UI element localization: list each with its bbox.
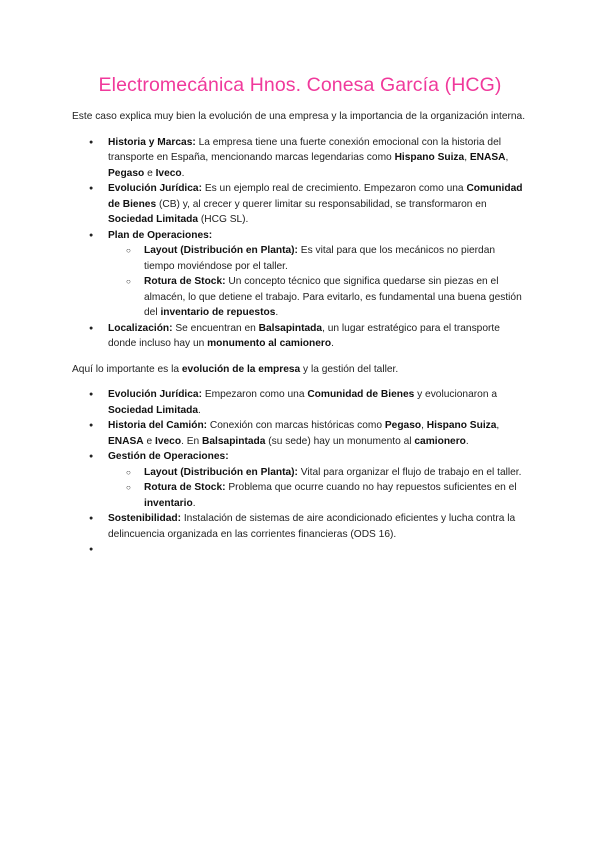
item-text: ,: [505, 152, 509, 163]
item-text: .: [181, 167, 185, 179]
item-text: .: [331, 338, 334, 349]
item-bold: ENASA: [108, 435, 144, 447]
item-label: Historia y Marcas:: [108, 136, 196, 148]
item-bold: inventario: [144, 497, 193, 509]
item-bold: Sociedad Limitada: [108, 214, 199, 225]
item-bold: Pegaso: [108, 167, 145, 179]
list-item-sostenibilidad: [72, 511, 528, 542]
list-item-evolucion-juridica-2: [72, 387, 528, 418]
item-label: Layout (Distribución en Planta):: [144, 245, 298, 256]
item-text: ,: [464, 152, 470, 163]
item-text: , un lugar estratégico para el transporte donde incluso hay un: [108, 322, 500, 349]
summary-paragraph: [72, 362, 528, 378]
sub-item-layout: [108, 465, 528, 481]
item-text: (su sede) hay un monumento al: [265, 435, 415, 447]
item-text: .: [465, 435, 469, 447]
item-bold: Hispano Suiza: [394, 152, 465, 163]
item-label: Sostenibilidad:: [108, 513, 182, 524]
sub-list: [108, 465, 528, 512]
item-bold: Comunidad de Bienes: [108, 183, 523, 210]
sub-item-rotura-stock: [108, 480, 528, 511]
item-bold: Pegaso: [384, 420, 422, 431]
document-title: Electromecánica Hnos. Conesa García (HCG): [98, 74, 502, 96]
item-bold: Comunidad de Bienes: [307, 389, 415, 400]
list-item-localizacion: [72, 321, 528, 352]
item-label: Historia del Camión:: [108, 420, 208, 431]
item-bold: Iveco: [155, 435, 182, 447]
list-item-historia-camion: [72, 418, 528, 449]
item-text: (CB) y, al crecer y querer limitar su responsabilidad, se transformaron en: [156, 198, 487, 210]
item-bold: monumento al camionero: [207, 338, 332, 349]
item-label: Evolución Jurídica:: [108, 389, 202, 400]
para-bold: evolución de la empresa: [181, 363, 301, 375]
item-label: Rotura de Stock:: [144, 482, 226, 493]
item-bold: inventario de repuestos: [160, 307, 276, 318]
item-bold: Iveco: [155, 167, 182, 179]
item-text: y evolucionaron a: [414, 389, 497, 400]
item-text: Empezaron como una: [201, 389, 308, 400]
para-text: y la gestión del taller.: [300, 363, 399, 375]
para-text: Aquí lo importante es la: [72, 363, 182, 375]
list-item-gestion-operaciones: [72, 449, 528, 511]
item-text: ,: [421, 420, 427, 431]
item-text: Vital para organizar el flujo de trabajo en el taller.: [297, 466, 522, 478]
item-bold: Balsapintada: [202, 435, 266, 447]
item-label: Rotura de Stock:: [144, 276, 226, 287]
item-text: Un concepto técnico que significa quedarse sin piezas en el almacén, lo que detiene el trabajo. Para evitarlo, es fundamental una buena gestión del: [144, 276, 522, 318]
list-item-plan-operaciones: [72, 228, 528, 321]
item-text: La empresa tiene una fuerte conexión emocional con la historia del transporte en España, mencionando marcas legendarias como: [108, 136, 502, 163]
item-text: Conexión con marcas históricas como: [207, 420, 385, 431]
item-label: Localización:: [108, 322, 173, 334]
item-text: (HCG SL).: [198, 214, 249, 225]
item-text: Es vital para que los mecánicos no pierdan tiempo moviéndose por el taller.: [144, 245, 496, 272]
bullet-list-2: [72, 387, 528, 558]
item-text: e: [143, 435, 155, 447]
item-text: .: [192, 497, 196, 509]
item-text: Es un ejemplo real de crecimiento. Empezaron como una: [201, 183, 467, 194]
item-label: Plan de Operaciones:: [108, 229, 213, 241]
sub-item-layout: [108, 243, 528, 274]
sub-list: [108, 243, 528, 321]
item-text: . En: [181, 435, 203, 447]
item-label: Evolución Jurídica:: [108, 183, 202, 194]
item-label: Gestión de Operaciones:: [108, 451, 229, 462]
item-text: .: [275, 307, 279, 318]
item-bold: Balsapintada: [258, 322, 323, 334]
list-item-evolucion-juridica: [72, 181, 528, 228]
sub-item-rotura-stock: [108, 274, 528, 321]
item-text: ,: [496, 420, 500, 431]
item-text: Problema que ocurre cuando no hay repuestos suficientes en el: [225, 482, 517, 493]
intro-paragraph: Este caso explica muy bien la evolución de una empresa y la importancia de la organización interna.: [72, 111, 526, 122]
item-bold: Hispano Suiza: [426, 420, 497, 431]
list-item-historia-marcas: [72, 135, 528, 182]
item-text: Instalación de sistemas de aire acondicionado eficientes y lucha contra la delincuencia organizada en las corrientes financieras (ODS 16).: [108, 513, 516, 540]
item-text: e: [144, 167, 156, 179]
item-text: .: [198, 404, 201, 416]
item-bold: camionero: [414, 435, 466, 447]
item-text: Se encuentran en: [172, 322, 259, 334]
list-item-empty[interactable]: [72, 542, 528, 558]
item-label: Layout (Distribución en Planta):: [144, 466, 298, 478]
item-bold: ENASA: [469, 152, 506, 163]
item-bold: Sociedad Limitada: [108, 404, 199, 416]
bullet-list-1: [72, 135, 528, 352]
